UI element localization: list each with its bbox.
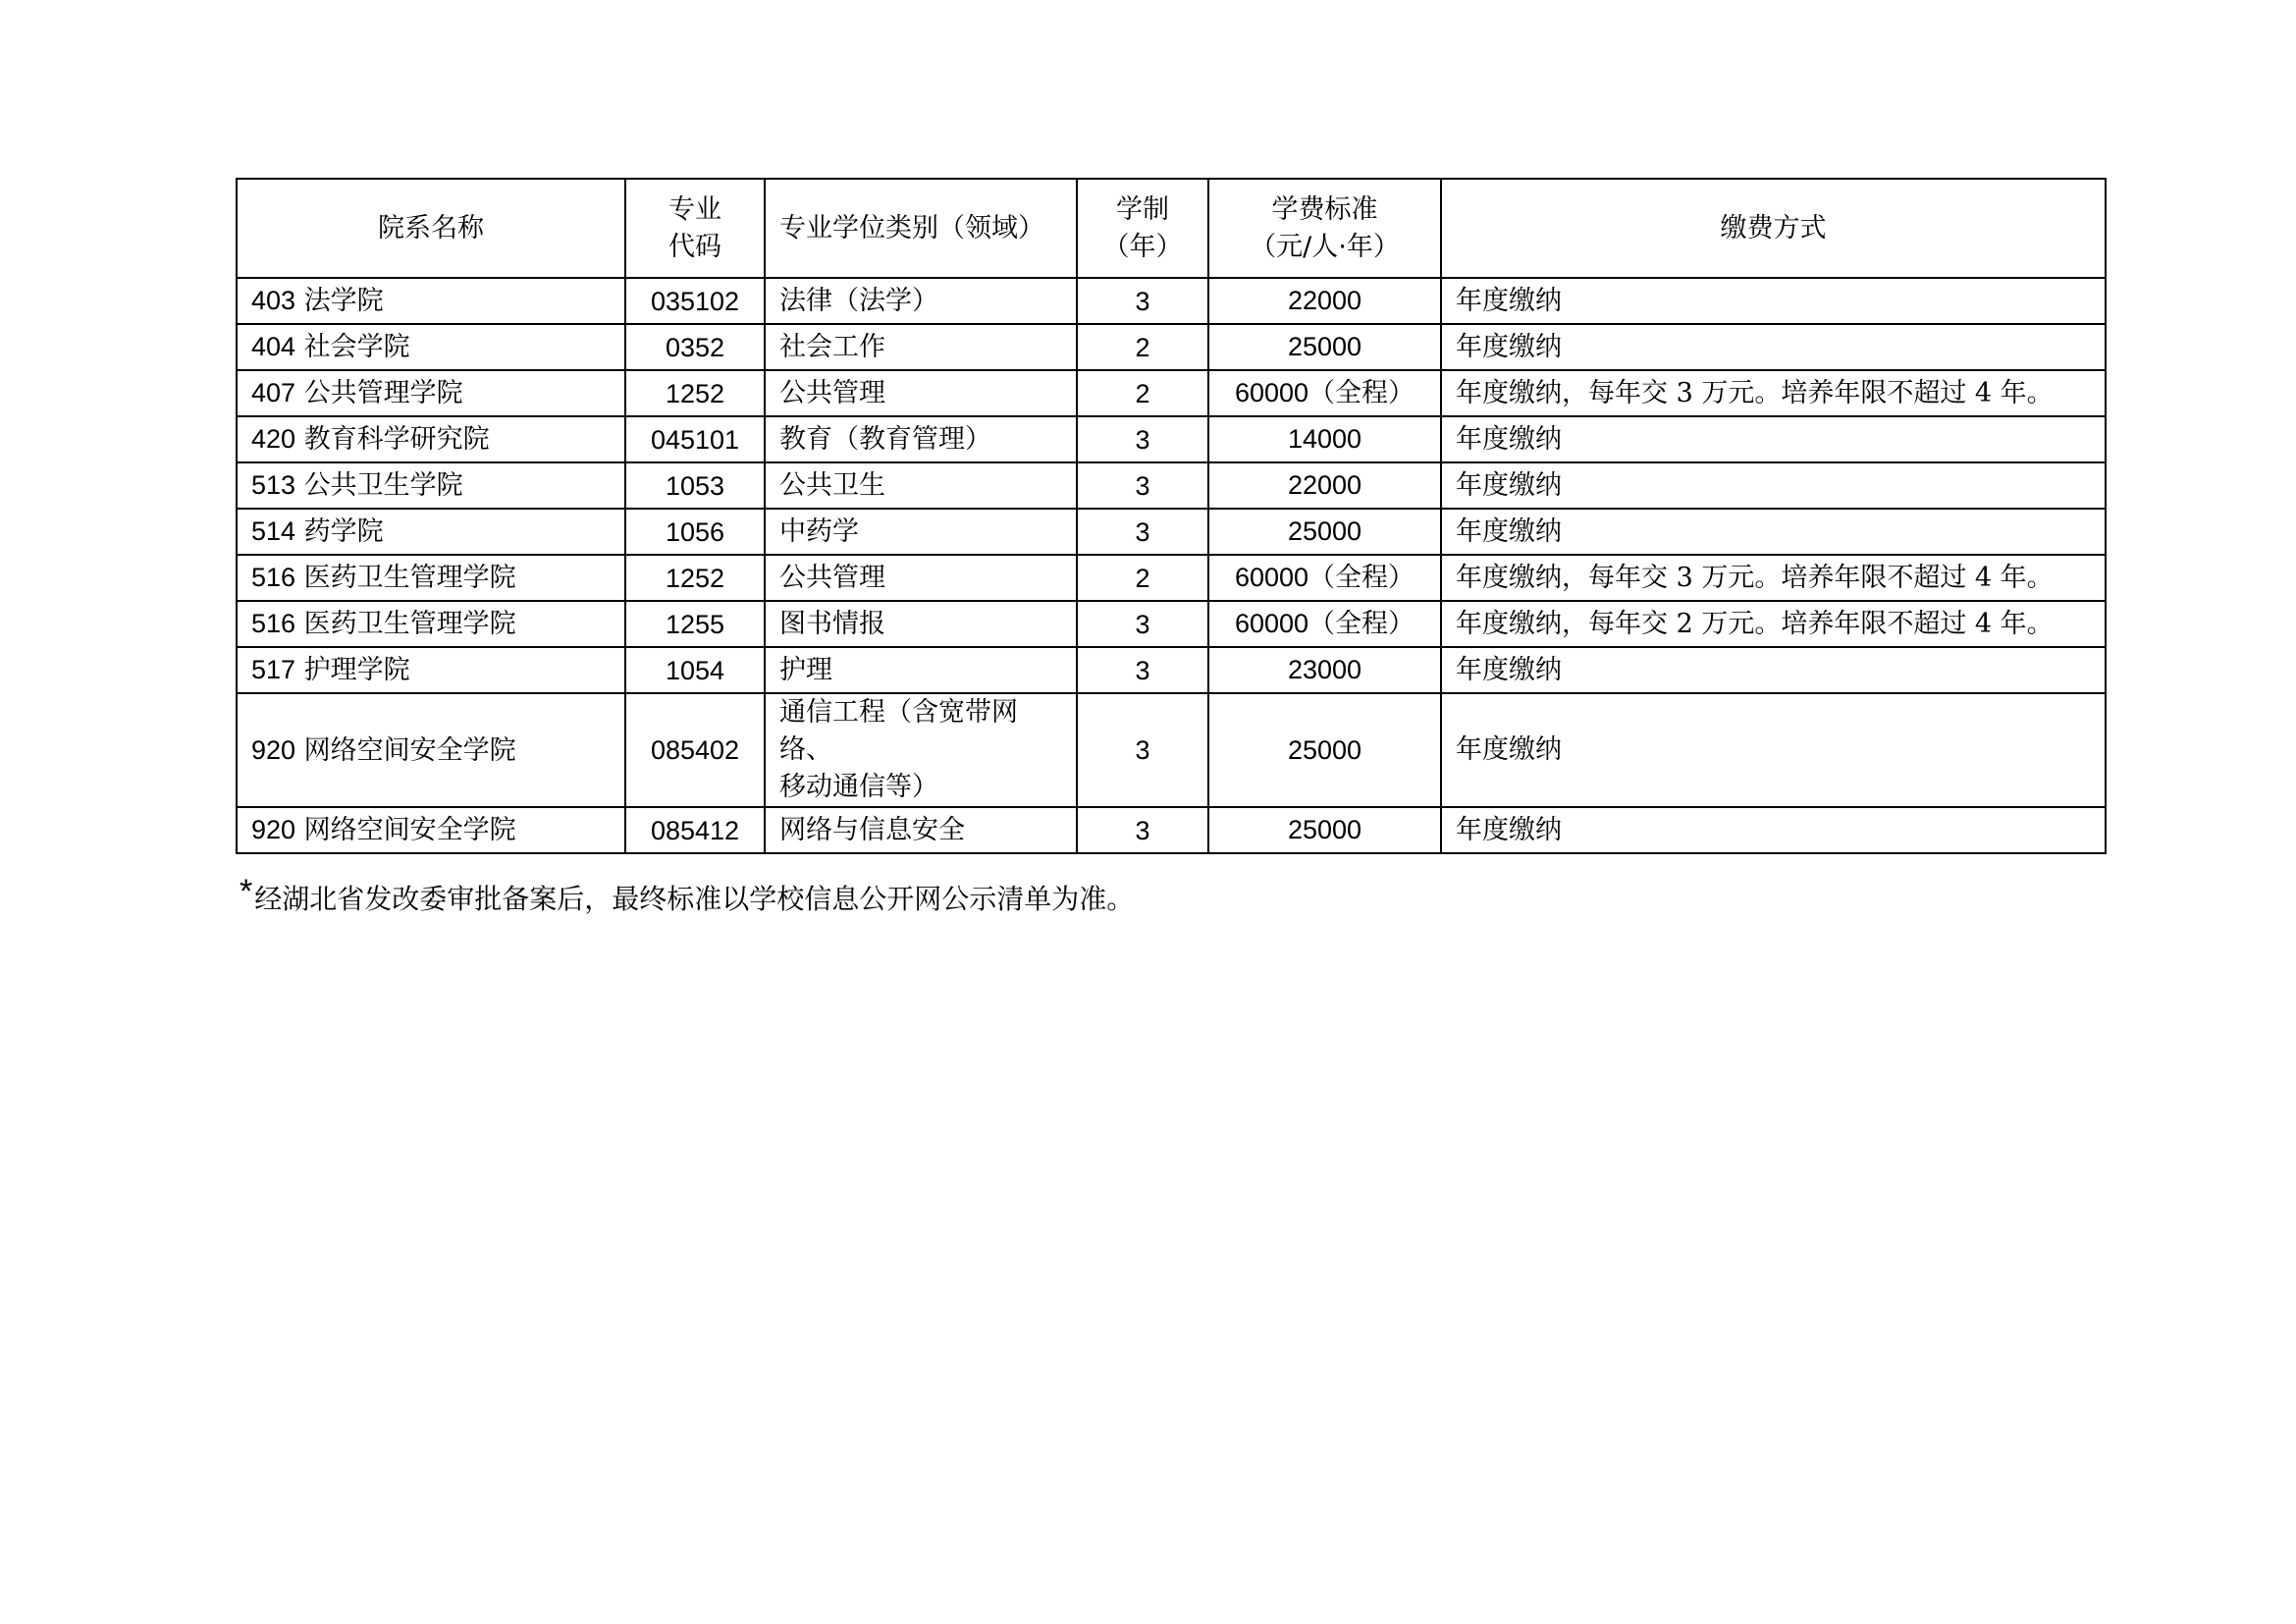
table-row xyxy=(237,370,2106,416)
cell-duration: 2 xyxy=(1077,324,1208,370)
dept-name: 医药卫生管理学院 xyxy=(303,609,516,639)
fee-amount: 22000 xyxy=(1287,286,1362,315)
cell-dept xyxy=(237,278,625,324)
footnote-text: 经湖北省发改委审批备案后，最终标准以学校信息公开网公示清单为准。 xyxy=(254,883,1135,915)
cell-major-code: 045101 xyxy=(625,416,765,462)
fee-note: （全程） xyxy=(1308,378,1415,408)
fee-amount: 25000 xyxy=(1287,815,1362,844)
header-degree-category: 专业学位类别（领域） xyxy=(765,179,1077,278)
header-major-code: 专业 代码 xyxy=(625,179,765,278)
cell-dept xyxy=(237,555,625,601)
dept-name: 医药卫生管理学院 xyxy=(303,563,516,593)
dept-name: 网络空间安全学院 xyxy=(303,734,516,766)
cell-degree-category: 社会工作 xyxy=(765,324,1077,370)
cell-duration: 2 xyxy=(1077,370,1208,416)
header-fee-standard: 学费标准 （元/人·年） xyxy=(1208,179,1441,278)
dept-name: 药学院 xyxy=(303,516,384,547)
cell-major-code: 1054 xyxy=(625,647,765,693)
cell-major-code: 035102 xyxy=(625,278,765,324)
cell-dept xyxy=(237,324,625,370)
table-row xyxy=(237,601,2106,647)
cell-degree-category: 教育（教育管理） xyxy=(765,416,1077,462)
fee-note: （全程） xyxy=(1308,563,1415,593)
cell-major-code: 1252 xyxy=(625,370,765,416)
dept-number: 920 xyxy=(251,734,296,765)
cell-fee-standard xyxy=(1208,601,1441,647)
cell-duration: 2 xyxy=(1077,555,1208,601)
table-row xyxy=(237,509,2106,555)
dept-name: 护理学院 xyxy=(303,655,410,685)
dept-name: 公共卫生学院 xyxy=(303,470,463,501)
cell-dept xyxy=(237,416,625,462)
dept-name: 网络空间安全学院 xyxy=(303,815,516,845)
cell-fee-standard xyxy=(1208,647,1441,693)
cell-payment-method: 年度缴纳 xyxy=(1441,807,2106,853)
table-row xyxy=(237,278,2106,324)
fee-amount: 25000 xyxy=(1287,516,1362,546)
dept-name: 社会学院 xyxy=(303,332,410,362)
cell-dept xyxy=(237,601,625,647)
dept-number: 516 xyxy=(251,609,296,638)
cell-fee-standard xyxy=(1208,462,1441,509)
fee-amount: 25000 xyxy=(1287,332,1362,361)
cell-fee-standard xyxy=(1208,278,1441,324)
cell-degree-category: 护理 xyxy=(765,647,1077,693)
cell-payment-method: 年度缴纳 xyxy=(1441,278,2106,324)
cell-degree-category: 图书情报 xyxy=(765,601,1077,647)
fee-amount: 14000 xyxy=(1287,424,1362,454)
dept-name: 法学院 xyxy=(303,286,384,316)
cell-duration: 3 xyxy=(1077,647,1208,693)
cell-dept xyxy=(237,647,625,693)
fee-amount: 60000 xyxy=(1234,609,1309,638)
header-row xyxy=(237,179,2106,278)
header-payment-method: 缴费方式 xyxy=(1441,179,2106,278)
fee-amount: 60000 xyxy=(1234,563,1309,592)
cell-payment-method: 年度缴纳 xyxy=(1441,462,2106,509)
fee-amount: 60000 xyxy=(1234,378,1309,407)
cell-dept xyxy=(237,693,625,807)
fee-note: （全程） xyxy=(1308,609,1415,639)
cell-duration: 3 xyxy=(1077,693,1208,807)
table-body xyxy=(237,278,2106,853)
cell-duration: 3 xyxy=(1077,462,1208,509)
footnote-asterisk: * xyxy=(240,873,253,910)
cell-payment-method: 年度缴纳 xyxy=(1441,416,2106,462)
cell-major-code: 0352 xyxy=(625,324,765,370)
cell-duration: 3 xyxy=(1077,807,1208,853)
cell-major-code: 1252 xyxy=(625,555,765,601)
cell-major-code: 085402 xyxy=(625,693,765,807)
cell-dept xyxy=(237,462,625,509)
cell-degree-category: 公共管理 xyxy=(765,370,1077,416)
cell-major-code: 1053 xyxy=(625,462,765,509)
cell-degree-category: 网络与信息安全 xyxy=(765,807,1077,853)
dept-number: 420 xyxy=(251,424,296,454)
cell-payment-method: 年度缴纳 xyxy=(1441,647,2106,693)
dept-number: 403 xyxy=(251,286,296,315)
fee-amount: 22000 xyxy=(1287,470,1362,500)
cell-degree-category: 公共卫生 xyxy=(765,462,1077,509)
cell-major-code: 1056 xyxy=(625,509,765,555)
cell-fee-standard xyxy=(1208,693,1441,807)
cell-major-code: 1255 xyxy=(625,601,765,647)
cell-duration: 3 xyxy=(1077,509,1208,555)
cell-duration: 3 xyxy=(1077,416,1208,462)
cell-degree-category: 法律（法学） xyxy=(765,278,1077,324)
dept-number: 404 xyxy=(251,332,296,361)
table-row xyxy=(237,693,2106,807)
cell-degree-category: 公共管理 xyxy=(765,555,1077,601)
cell-duration: 3 xyxy=(1077,278,1208,324)
dept-number: 517 xyxy=(251,655,296,684)
cell-dept xyxy=(237,807,625,853)
footnote xyxy=(240,872,1134,919)
cell-dept xyxy=(237,370,625,416)
dept-number: 407 xyxy=(251,378,296,407)
dept-number: 516 xyxy=(251,563,296,592)
cell-degree-category: 通信工程（含宽带网络、 移动通信等） xyxy=(765,693,1077,807)
header-dept-name: 院系名称 xyxy=(237,179,625,278)
cell-payment-method: 年度缴纳 xyxy=(1441,324,2106,370)
dept-name: 公共管理学院 xyxy=(303,378,463,408)
cell-payment-method: 年度缴纳 xyxy=(1441,693,2106,807)
table-header xyxy=(237,179,2106,278)
dept-number: 920 xyxy=(251,815,296,844)
table-row xyxy=(237,647,2106,693)
cell-payment-method: 年度缴纳，每年交 3 万元。培养年限不超过 4 年。 xyxy=(1441,555,2106,601)
dept-name: 教育科学研究院 xyxy=(303,424,490,455)
table-row xyxy=(237,807,2106,853)
cell-payment-method: 年度缴纳，每年交 3 万元。培养年限不超过 4 年。 xyxy=(1441,370,2106,416)
dept-number: 514 xyxy=(251,516,296,546)
dept-number: 513 xyxy=(251,470,296,500)
cell-fee-standard xyxy=(1208,555,1441,601)
cell-degree-category: 中药学 xyxy=(765,509,1077,555)
cell-payment-method: 年度缴纳 xyxy=(1441,509,2106,555)
table-row xyxy=(237,324,2106,370)
table-row xyxy=(237,555,2106,601)
cell-fee-standard xyxy=(1208,807,1441,853)
cell-fee-standard xyxy=(1208,416,1441,462)
cell-fee-standard xyxy=(1208,370,1441,416)
cell-major-code: 085412 xyxy=(625,807,765,853)
table-row xyxy=(237,416,2106,462)
fee-amount: 25000 xyxy=(1287,734,1362,765)
cell-duration: 3 xyxy=(1077,601,1208,647)
fee-amount: 23000 xyxy=(1287,655,1362,684)
cell-payment-method: 年度缴纳，每年交 2 万元。培养年限不超过 4 年。 xyxy=(1441,601,2106,647)
tuition-fee-table xyxy=(236,178,2107,854)
cell-dept xyxy=(237,509,625,555)
table-row xyxy=(237,462,2106,509)
cell-fee-standard xyxy=(1208,324,1441,370)
header-duration: 学制 （年） xyxy=(1077,179,1208,278)
cell-fee-standard xyxy=(1208,509,1441,555)
